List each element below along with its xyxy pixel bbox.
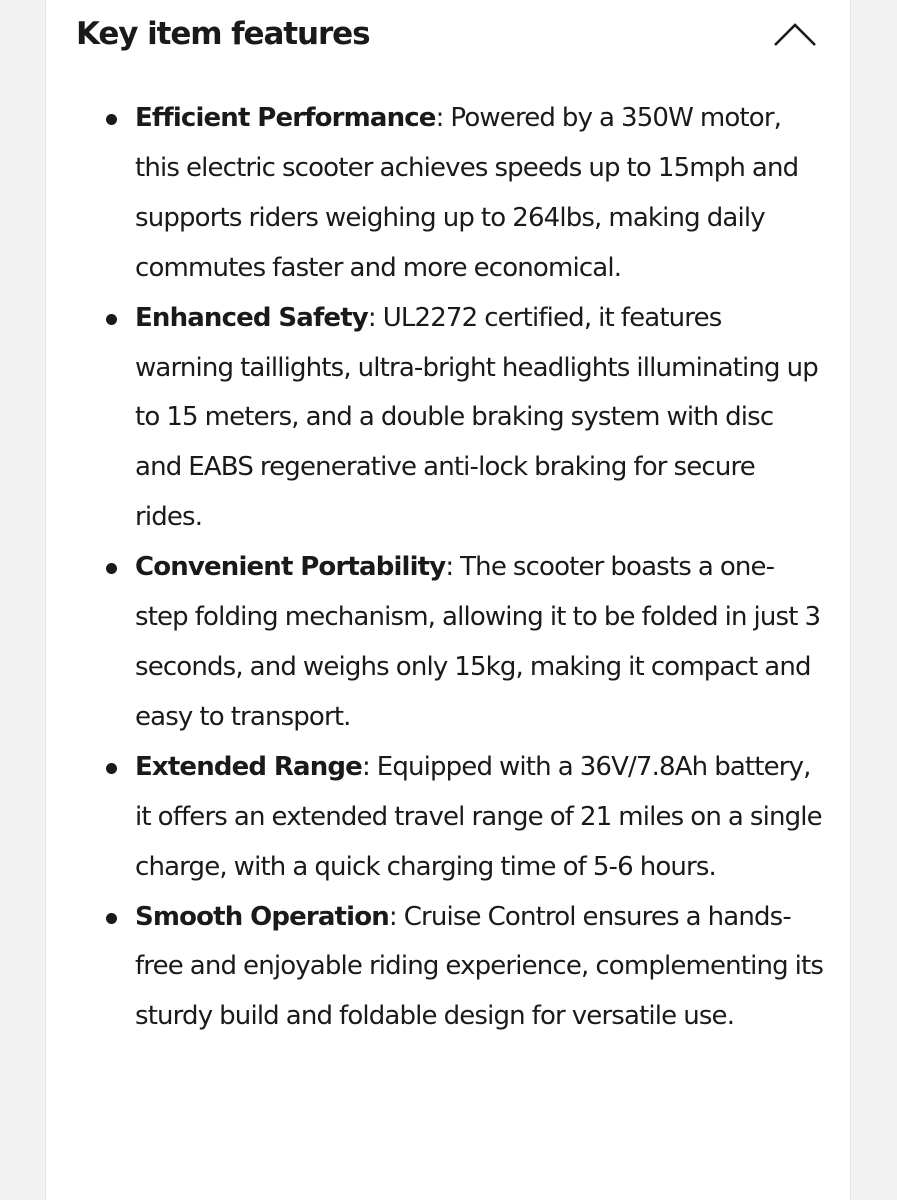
chevron-up-icon [770,14,820,54]
feature-description: : Cruise Control ensures a hands-free and enjoyable riding experience, complementing its sturdy build and foldable design for versatile use. [135,901,824,1032]
feature-description: : Equipped with a 36V/7.8Ah battery, it offers an extended travel range of 21 miles on a single charge, with a quick charging time of 5-6 hours. [135,751,822,882]
feature-name: Convenient Portability [135,552,446,583]
bullet-icon [106,314,117,325]
feature-list [135,94,825,1042]
bullet-icon [106,913,117,924]
section-header[interactable] [76,8,820,64]
bullet-icon [106,114,117,125]
feature-name: Enhanced Safety [135,302,368,333]
feature-description: : The scooter boasts a one-step folding mechanism, allowing it to be folded in just 3 seconds, and weighs only 15kg, making it compact and easy to transport. [135,552,821,732]
feature-description: : UL2272 certified, it features warning taillights, ultra-bright headlights illuminating up to 15 meters, and a double braking system with disc and EABS regenerative anti-lock braking for secure rides. [135,302,818,533]
collapse-toggle-button[interactable] [770,14,820,54]
feature-item [135,94,825,294]
feature-name: Efficient Performance [135,103,436,133]
feature-item [135,743,825,893]
feature-item [135,543,825,743]
feature-description: : Powered by a 350W motor, this electric scooter achieves speeds up to 15mph and supports riders weighing up to 264lbs, making daily commutes faster and more economical. [135,103,799,283]
key-features-card [45,0,851,1200]
section-title: Key item features [76,16,370,52]
feature-name: Extended Range [135,751,362,782]
bullet-icon [106,763,117,774]
bullet-icon [106,563,117,574]
feature-item [135,294,825,544]
feature-item [135,893,825,1043]
feature-name: Smooth Operation [135,901,389,932]
